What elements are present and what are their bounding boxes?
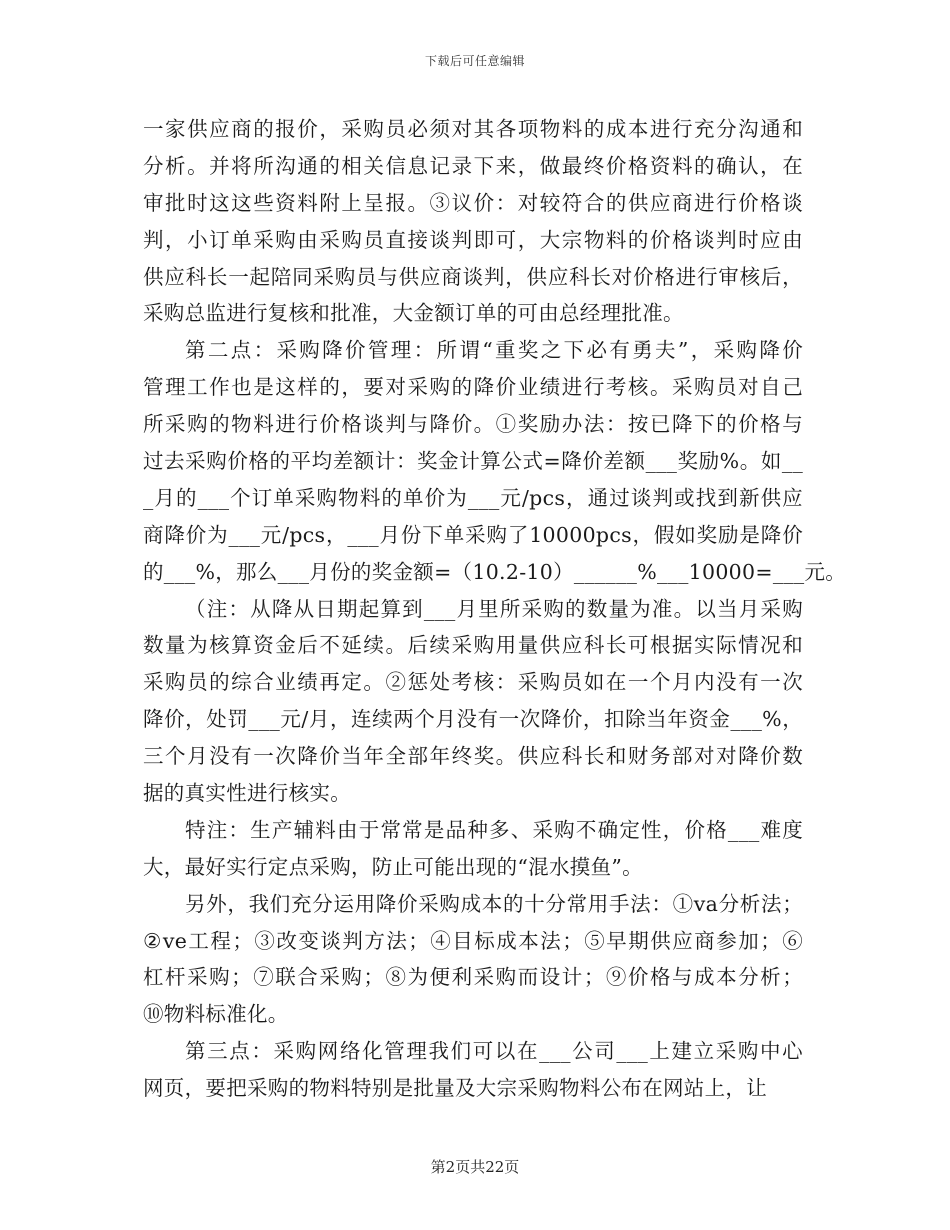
text-line: 采购总监进行复核和批准，大金额订单的可由总经理批准。 (143, 301, 684, 326)
text-line: 第二点：采购降价管理：所谓“重奖之下必有勇夫”，采购降价 (185, 338, 803, 363)
page-header: 下载后可任意编辑 (424, 54, 525, 68)
paragraph (143, 886, 803, 1034)
text-line: 管理工作也是这样的，要对采购的降价业绩进行考核。采购员对自己 (143, 375, 803, 400)
text-line: 三个月没有一次降价当年全部年终奖。供应科长和财务部对对降价数 (143, 744, 803, 769)
text-line: 大，最好实行定点采购，防止可能出现的“混水摸鱼”。 (143, 854, 643, 879)
text-line: 杠杆采购；⑦联合采购；⑧为便利采购而设计；⑨价格与成本分析； (143, 965, 803, 990)
text-line: 一家供应商的报价，采购员必须对其各项物料的成本进行充分沟通和 (143, 117, 803, 141)
text-line: 特注：生产辅料由于常常是品种多、采购不确定性，价格___难度 (185, 817, 803, 842)
text-line: ②ve工程；③改变谈判方法；④目标成本法；⑤早期供应商参加；⑥ (143, 928, 803, 953)
text-line: 另外，我们充分运用降价采购成本的十分常用手法：①va分析法； (185, 891, 803, 916)
text-line: 供应科长一起陪同采购员与供应商谈判，供应科长对价格进行审核后， (143, 264, 803, 289)
text-line: 审批时这这些资料附上呈报。③议价：对较符合的供应商进行价格谈 (143, 190, 803, 215)
text-line: 所采购的物料进行价格谈判与降价。①奖励办法：按已降下的价格与 (143, 412, 803, 437)
text-line: 采购员的综合业绩再定。②惩处考核：采购员如在一个月内没有一次 (143, 670, 803, 695)
paragraph (143, 111, 803, 332)
paragraph (143, 1033, 803, 1107)
text-line: ⑩物料标准化。 (143, 1002, 289, 1027)
text-line: 商降价为___元/pcs，___月份下单采购了10000pcs，假如奖励是降价 (143, 522, 803, 547)
text-line: 过去采购价格的平均差额计：奖金计算公式=降价差额___奖励%。如__ (143, 449, 803, 474)
text-line: 的___%，那么___月份的奖金额=（10.2-10）______%___10000=___元。 (143, 559, 847, 584)
paragraph (143, 812, 803, 886)
text-line: （注：从降从日期起算到___月里所采购的数量为准。以当月采购 (185, 596, 803, 621)
text-line: 数量为核算资金后不延续。后续采购用量供应科长可根据实际情况和 (143, 633, 803, 658)
text-line: 分析。并将所沟通的相关信息记录下来，做最终价格资料的确认，在 (143, 153, 803, 178)
text-line: _月的___个订单采购物料的单价为___元/pcs，通过谈判或找到新供应 (143, 485, 803, 510)
text-line: 第三点：采购网络化管理我们可以在___公司___上建立采购中心 (185, 1039, 803, 1064)
paragraph (143, 332, 847, 590)
text-line: 网页，要把采购的物料特别是批量及大宗采购物料公布在网站上，让 (143, 1076, 767, 1101)
document-body (143, 111, 847, 1107)
text-line: 判，小订单采购由采购员直接谈判即可，大宗物料的价格谈判时应由 (143, 227, 803, 252)
paragraph (143, 591, 803, 812)
text-line: 降价，处罚___元/月，连续两个月没有一次降价，扣除当年资金___%， (143, 707, 803, 732)
text-line: 据的真实性进行核实。 (143, 781, 351, 806)
page-number: 第2页共22页 (430, 1158, 520, 1176)
